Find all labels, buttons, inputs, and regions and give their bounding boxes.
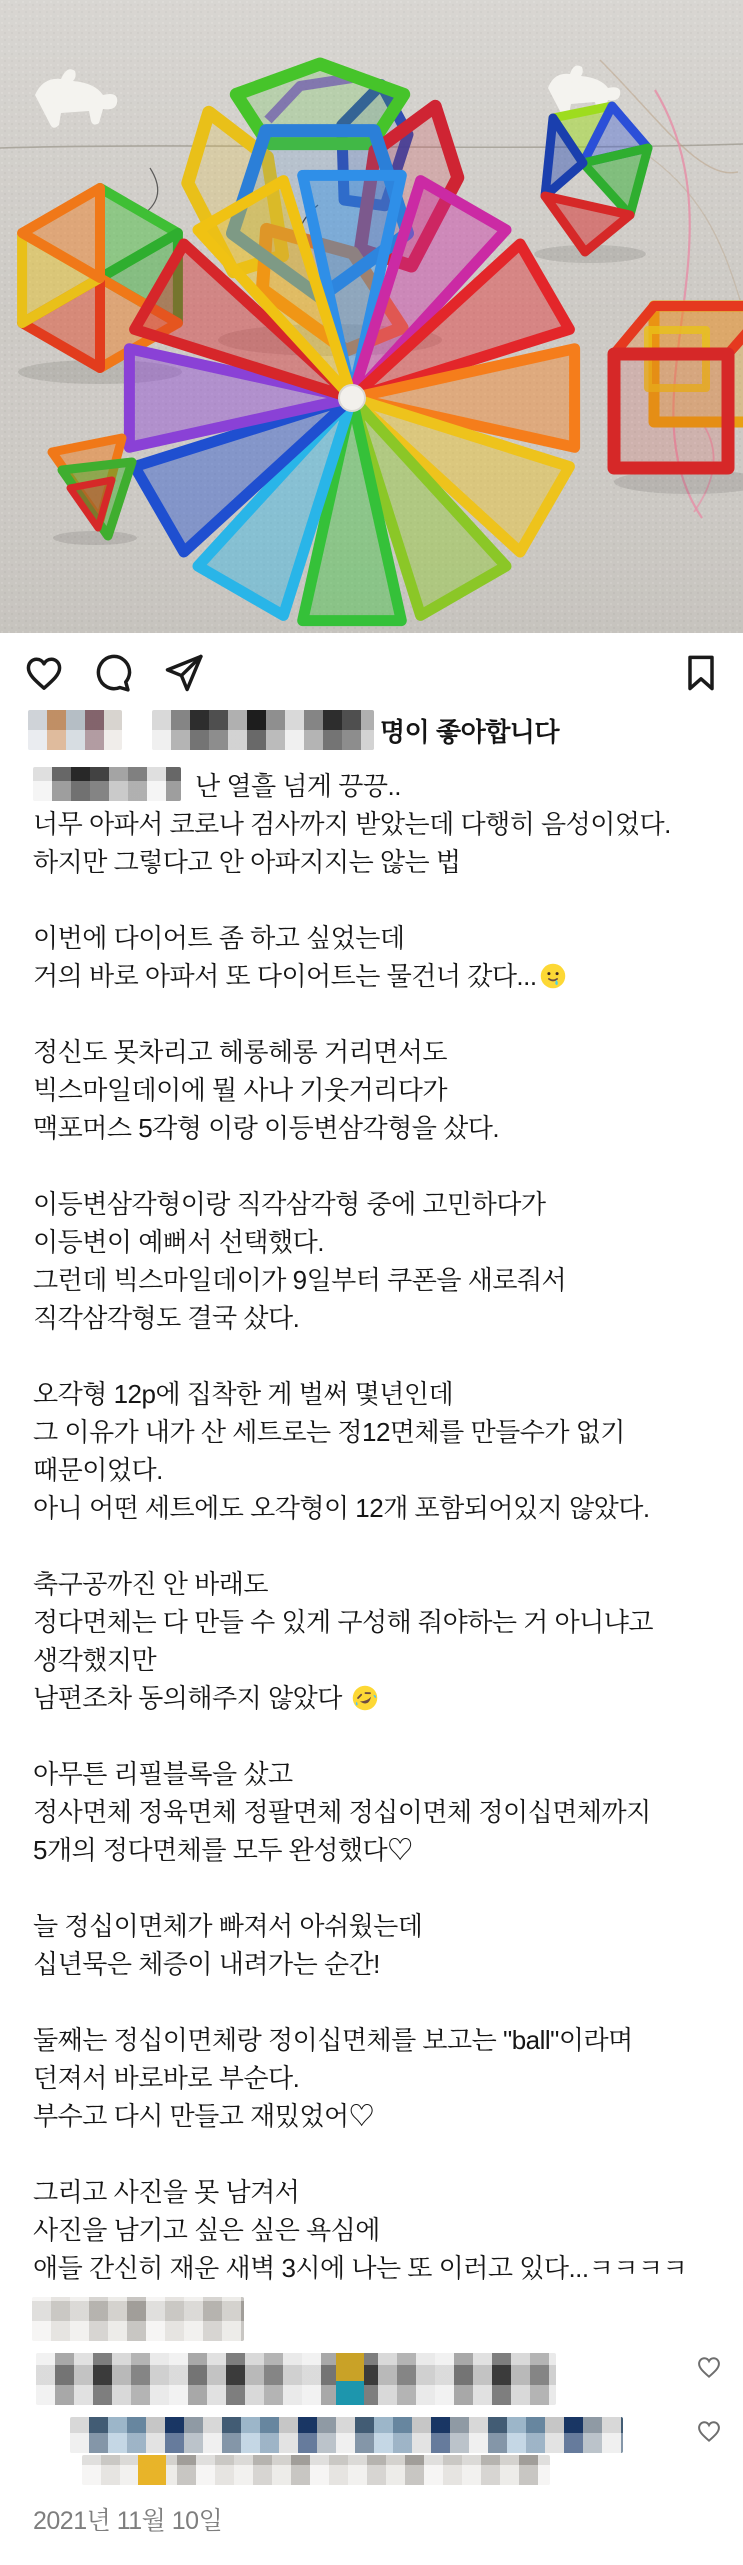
caption-line: 그런데 빅스마일데이가 9일부터 쿠폰을 새로줘서: [33, 1265, 567, 1295]
comment-like-button[interactable]: [695, 2417, 723, 2445]
caption-line: [33, 1717, 717, 1755]
action-bar: [0, 633, 743, 703]
caption-line: 오각형 12p에 집착한 게 벌써 몇년인데: [33, 1379, 454, 1409]
caption-line: 거의 바로 아파서 또 다이어트는 물건너 갔다...: [33, 957, 717, 995]
caption-line: 그 이유가 내가 산 세트로는 정12면체를 만들수가 없기: [33, 1417, 625, 1447]
caption-line: 정사면체 정육면체 정팔면체 정십이면체 정이십면체까지: [33, 1797, 651, 1827]
caption-line: 던져서 바로바로 부순다.: [33, 2063, 300, 2093]
caption-line: [33, 1983, 717, 2021]
blurred-comment-2-line2: [82, 2455, 550, 2485]
post-photo[interactable]: [0, 0, 743, 633]
share-button[interactable]: [162, 651, 206, 695]
rofl-emoji: [351, 1684, 379, 1712]
drool-emoji: [539, 962, 567, 990]
comment-row: [30, 2353, 723, 2405]
caption-line: [33, 2135, 717, 2173]
caption-line: 애들 간신히 재운 새벽 3시에 나는 또 이러고 있다...ㅋㅋㅋㅋ: [33, 2253, 688, 2283]
caption-line: 사진을 남기고 싶은 싶은 욕심에: [33, 2215, 380, 2245]
like-button[interactable]: [22, 651, 66, 695]
caption-line: 정다면체는 다 만들 수 있게 구성해 줘야하는 거 아니냐고: [33, 1607, 653, 1637]
caption-line: 이등변이 예뻐서 선택했다.: [33, 1227, 324, 1257]
caption-line: 정신도 못차리고 헤롱헤롱 거리면서도: [33, 1037, 448, 1067]
pixel-accent: [336, 2381, 364, 2405]
save-button[interactable]: [679, 651, 723, 695]
caption-line: 아니 어떤 세트에도 오각형이 12개 포함되어있지 않았다.: [33, 1493, 650, 1523]
caption-line: 남편조차 동의해주지 않았다: [33, 1679, 717, 1717]
magformers-photo-illustration: [0, 0, 743, 633]
comment-bubble-icon: [92, 651, 136, 695]
caption-line: [33, 881, 717, 919]
heart-icon: [22, 651, 66, 695]
caption-line: 이등변삼각형이랑 직각삼각형 중에 고민하다가: [33, 1189, 546, 1219]
pixel-accent: [138, 2455, 166, 2485]
blurred-comment-1: [36, 2353, 556, 2405]
comment-row: [30, 2417, 723, 2485]
caption-line: 그리고 사진을 못 남겨서: [33, 2177, 300, 2207]
caption: [0, 753, 743, 2287]
caption-first-text: 난 열흘 넘게 끙끙..: [195, 771, 401, 801]
blurred-liker-avatars[interactable]: [28, 710, 122, 750]
small-heart-icon: [695, 2417, 723, 2445]
comment-button[interactable]: [92, 651, 136, 695]
caption-line: 이번에 다이어트 좀 하고 싶었는데: [33, 923, 405, 953]
blurred-liker-name[interactable]: [152, 710, 374, 750]
caption-line: 때문이었다.: [33, 1455, 163, 1485]
caption-lines: [33, 805, 717, 2287]
cube-build: [614, 306, 743, 468]
caption-line: 아무튼 리필블록을 샀고: [33, 1759, 293, 1789]
blurred-comment-2: [70, 2417, 623, 2453]
caption-line: 둘째는 정십이면체랑 정이십면체를 보고는 "ball"이라며: [33, 2025, 633, 2055]
caption-line: 너무 아파서 코로나 검사까지 받았는데 다행히 음성이었다.: [33, 809, 671, 839]
caption-line: [33, 1147, 717, 1185]
comment-like-button[interactable]: [695, 2353, 723, 2381]
likes-count-text[interactable]: 명이 좋아합니다: [380, 716, 560, 747]
caption-line: 직각삼각형도 결국 샀다.: [33, 1303, 300, 1333]
caption-line: 부수고 다시 만들고 재밌었어♡: [33, 2101, 375, 2131]
blurred-comments-summary[interactable]: [32, 2297, 244, 2341]
caption-line: 늘 정십이면체가 빠져서 아쉬웠는데: [33, 1911, 423, 1941]
small-heart-icon: [695, 2353, 723, 2381]
caption-line: 하지만 그렇다고 안 아파지지는 않는 법: [33, 847, 461, 877]
bookmark-icon: [679, 651, 723, 695]
caption-line: [33, 1869, 717, 1907]
caption-first-line: [33, 767, 717, 805]
likes-row: [0, 703, 743, 753]
blurred-author-username[interactable]: [33, 767, 181, 801]
caption-line: [33, 1527, 717, 1565]
caption-line: [33, 995, 717, 1033]
caption-line: 십년묵은 체증이 내려가는 순간!: [33, 1949, 380, 1979]
pixel-accent: [336, 2353, 364, 2381]
comments-section: [0, 2287, 743, 2485]
caption-line: [33, 1337, 717, 1375]
caption-line: 맥포머스 5각형 이랑 이등변삼각형을 샀다.: [33, 1113, 500, 1143]
caption-line: 빅스마일데이에 뭘 사나 기웃거리다가: [33, 1075, 448, 1105]
post-date: 2021년 11월 10일: [33, 2507, 223, 2535]
caption-line: 축구공까진 안 바래도: [33, 1569, 268, 1599]
paper-plane-icon: [162, 651, 206, 695]
caption-line: 생각했지만: [33, 1645, 157, 1675]
caption-line: 5개의 정다면체를 모두 완성했다♡: [33, 1835, 413, 1865]
